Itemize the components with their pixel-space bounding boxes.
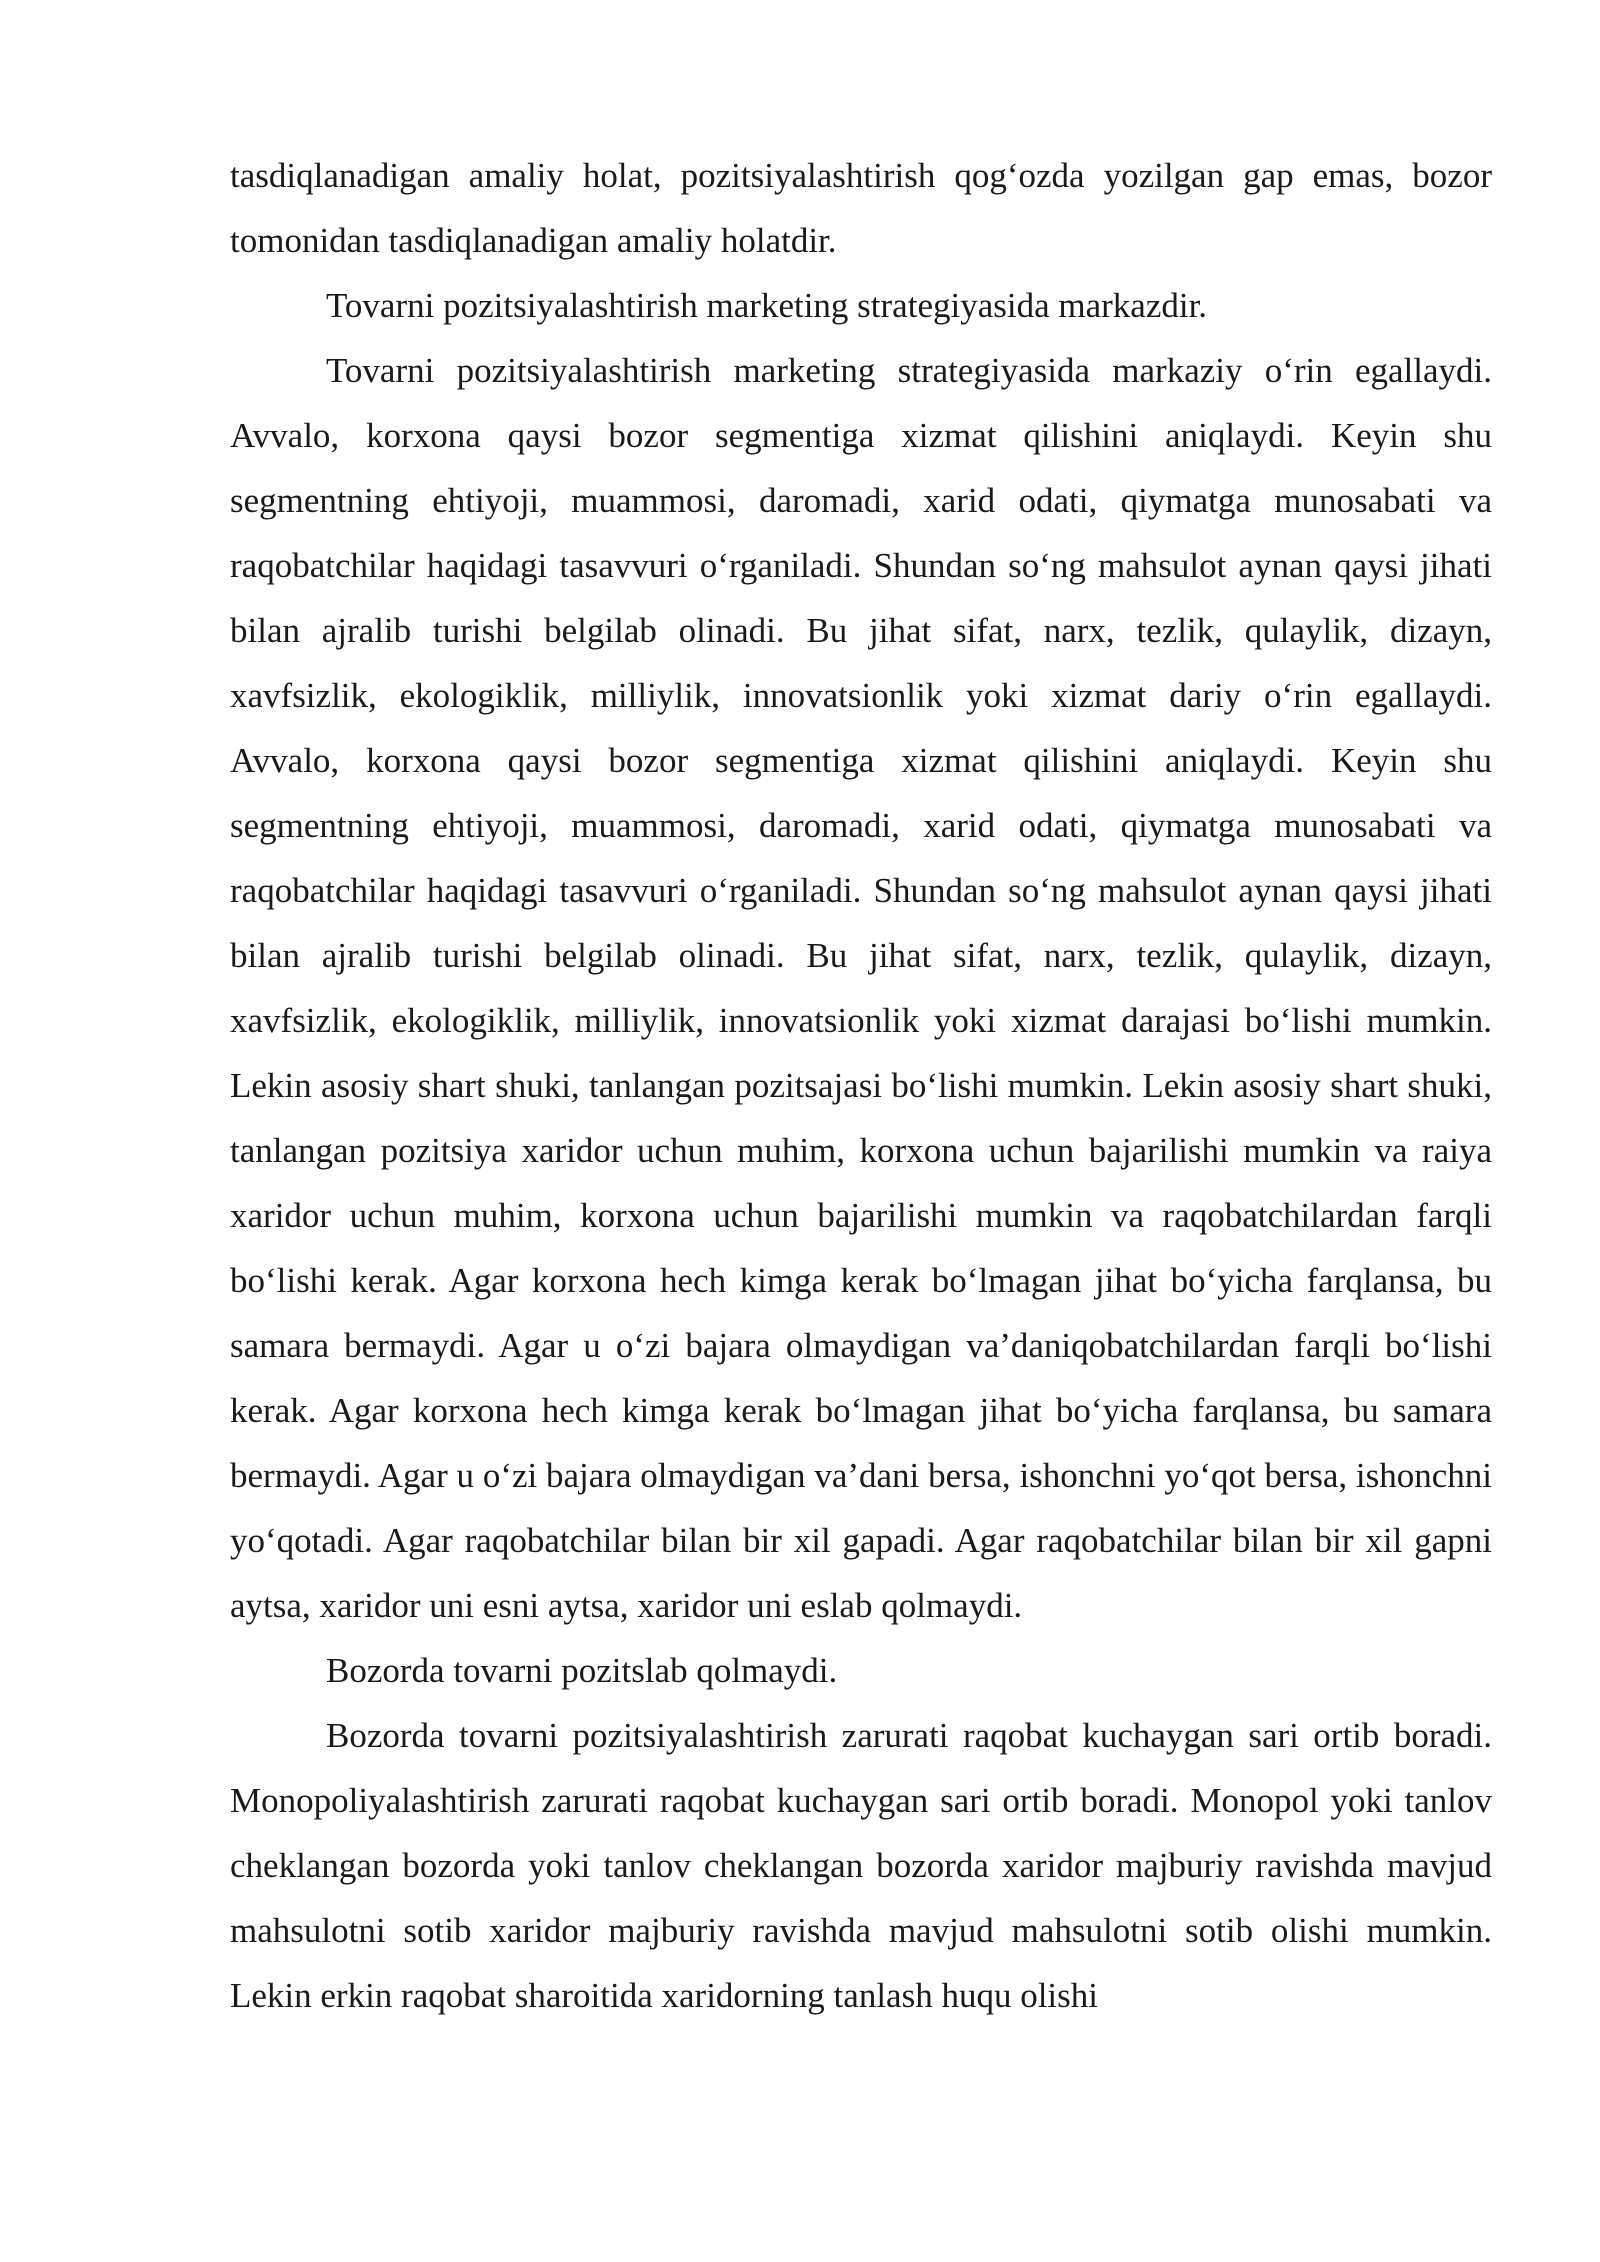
document-page	[230, 143, 1492, 2028]
paragraph-positioning-strategy: Tovarni pozitsiyalashtirish marketing strategiyasida markaziy o‘rin egallaydi. Avvalo, korxona qaysi bozor segmentiga xizmat qilishini aniqlaydi. Keyin shu segmentning ehtiyoji, muammosi, daromadi, xarid odati, qiymatga munosabati va raqobatchilar haqidagi tasavvuri o‘rganiladi. Shundan so‘ng mahsulot aynan qaysi jihati bilan ajralib turishi belgilab olinadi. Bu jihat sifat, narx, tezlik, qulaylik, dizayn, xavfsizlik, ekologiklik, milliylik, innovatsionlik yoki xizmat dariy o‘rin egallaydi. Avvalo, korxona qaysi bozor segmentiga xizmat qilishini aniqlaydi. Keyin shu segmentning ehtiyoji, muammosi, daromadi, xarid odati, qiymatga munosabati va raqobatchilar haqidagi tasavvuri o‘rganiladi. Shundan so‘ng mahsulot aynan qaysi jihati bilan ajralib turishi belgilab olinadi. Bu jihat sifat, narx, tezlik, qulaylik, dizayn, xavfsizlik, ekologiklik, milliylik, innovatsionlik yoki xizmat darajasi bo‘lishi mumkin. Lekin asosiy shart shuki, tanlangan pozitsajasi bo‘lishi mumkin. Lekin asosiy shart shuki, tanlangan pozitsiya xaridor uchun muhim, korxona uchun bajarilishi mumkin va raiya xaridor uchun muhim, korxona uchun bajarilishi mumkin va raqobatchilardan farqli bo‘lishi kerak. Agar korxona hech kimga kerak bo‘lmagan jihat bo‘yicha farqlansa, bu samara bermaydi. Agar u o‘zi bajara olmaydigan va’daniqobatchilardan farqli bo‘lishi kerak. Agar korxona hech kimga kerak bo‘lmagan jihat bo‘yicha farqlansa, bu samara bermaydi. Agar u o‘zi bajara olmaydigan va’dani bersa, ishonchni yo‘qot bersa, ishonchni yo‘qotadi. Agar raqobatchilar bilan bir xil gapadi. Agar raqobatchilar bilan bir xil gapni aytsa, xaridor uni esni aytsa, xaridor uni eslab qolmaydi.	[230, 351, 1492, 1625]
paragraph-continuation: tasdiqlanadigan amaliy holat, pozitsiyalashtirish qog‘ozda yozilgan gap emas, bozor tomonidan tasdiqlanadigan amaliy holatdir.	[230, 156, 1492, 260]
paragraph-competition: Bozorda tovarni pozitsiyalashtirish zarurati raqobat kuchaygan sari ortib boradi. Monopoliyalashtirish zarurati raqobat kuchaygan sari ortib boradi. Monopol yoki tanlov cheklangan bozorda yoki tanlov cheklangan bozorda xaridor majburiy ravishda mavjud mahsulotni sotib xaridor majburiy ravishda mavjud mahsulotni sotib olishi mumkin. Lekin erkin raqobat sharoitida xaridorning tanlash huqu olishi	[230, 1716, 1492, 2015]
paragraph-heading-fragment: Tovarni pozitsiyalashtirish marketing strategiyasida markazdir.	[326, 286, 1208, 325]
paragraph-market-fragment: Bozorda tovarni pozitslab qolmaydi.	[326, 1651, 838, 1690]
